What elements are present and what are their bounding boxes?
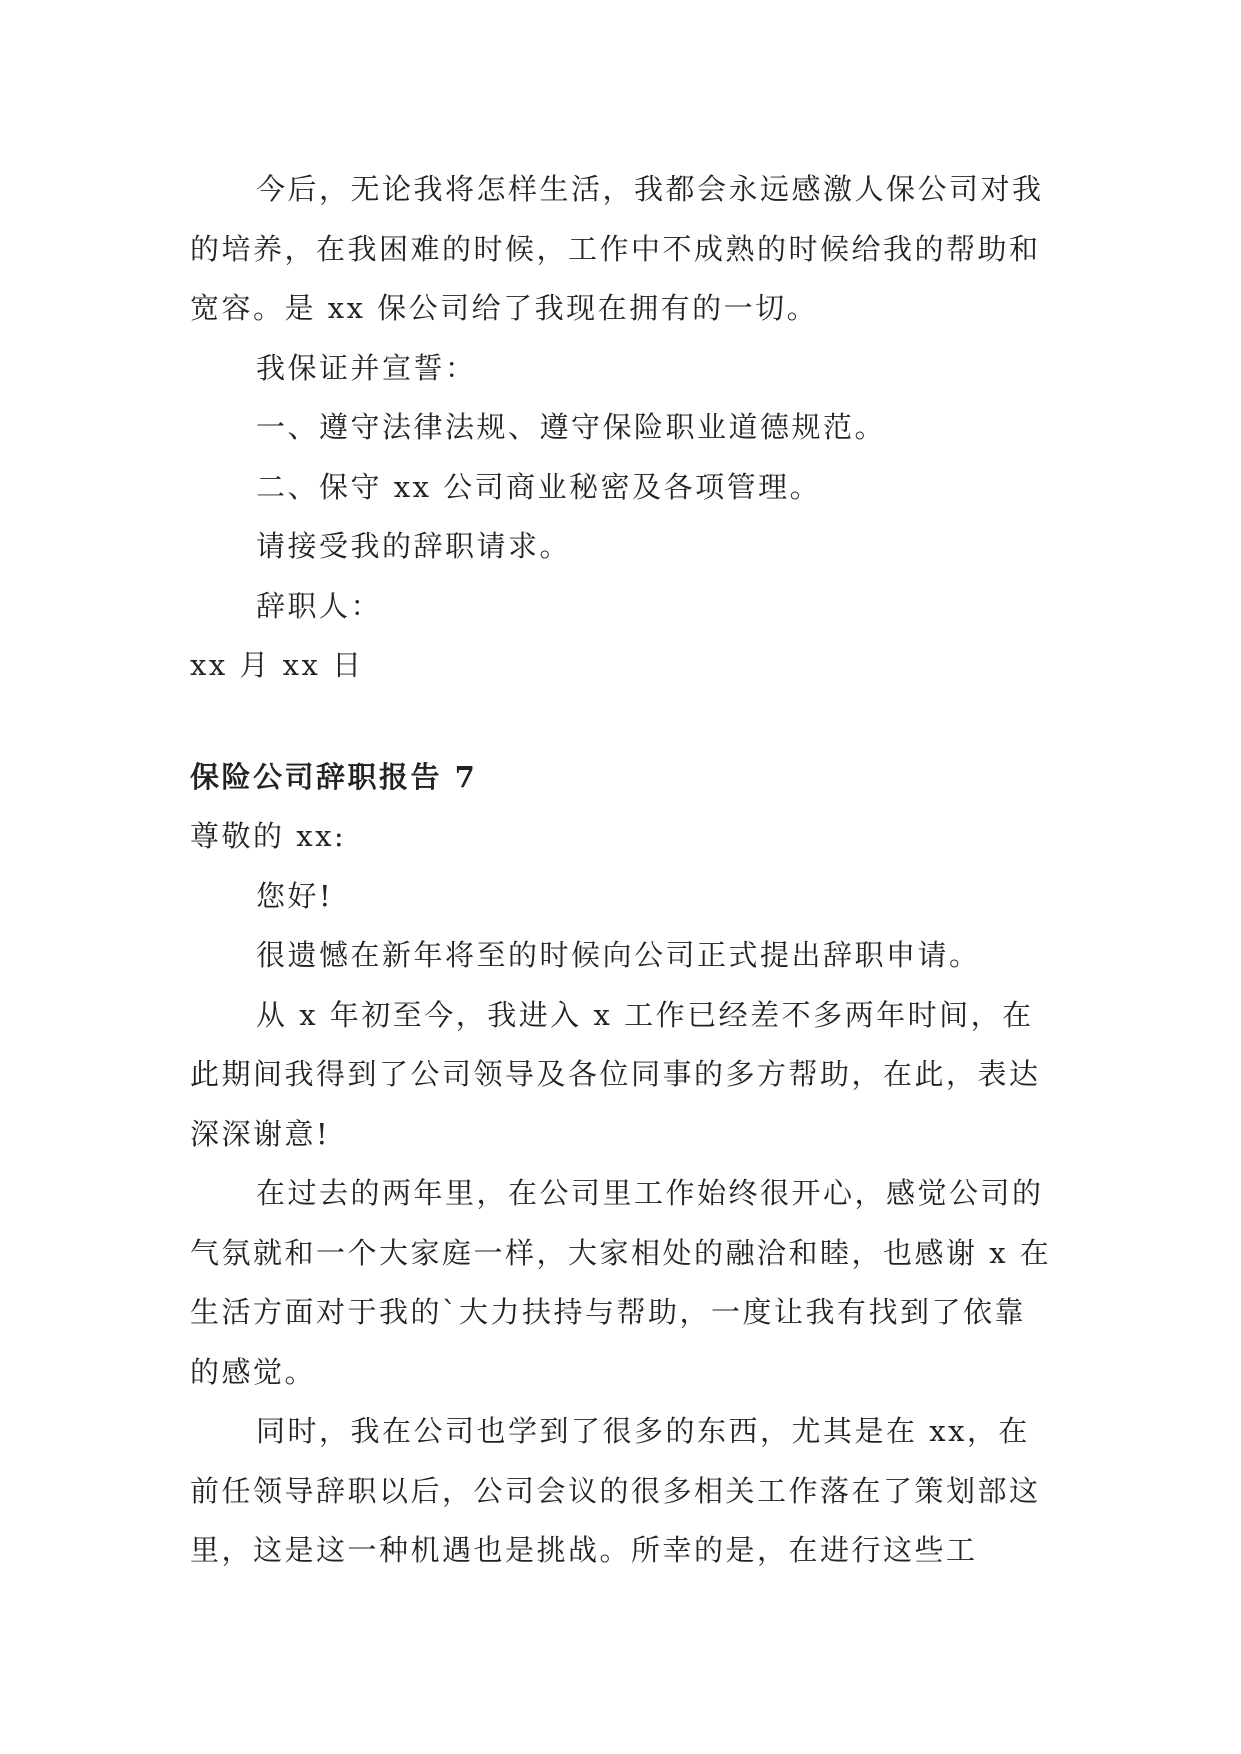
paragraph-pledge-intro: 我保证并宣誓：	[256, 350, 477, 385]
document-body	[190, 160, 1056, 1581]
paragraph-learning: 同时，我在公司也学到了很多的东西，尤其是在 xx，在前任领导辞职以后，公司会议的很多相关工作落在了策划部这里，这是这一种机遇也是挑战。所幸的是，在进行这些工	[190, 1414, 1041, 1567]
paragraph-pledge-1: 一、遵守法律法规、遵守保险职业道德规范。	[256, 410, 887, 444]
section-gap	[190, 696, 1056, 748]
paragraph-past-two-years: 在过去的两年里，在公司里工作始终很开心，感觉公司的气氛就和一个大家庭一样，大家相处的融洽和睦，也感谢 x 在生活方面对于我的`大力扶持与帮助，一度让我有找到了依靠的感觉。	[190, 1176, 1052, 1389]
paragraph-pledge-2: 二、保守 xx 公司商业秘密及各项管理。	[256, 469, 822, 504]
salutation: 尊敬的 xx:	[190, 819, 347, 853]
paragraph-date: xx 月 xx 日	[190, 648, 364, 682]
paragraph-greeting: 您好!	[256, 878, 334, 913]
paragraph-gratitude: 今后，无论我将怎样生活，我都会永远感激人保公司对我的培养，在我困难的时候，工作中不成熟的时候给我的帮助和宽容。是 xx 保公司给了我现在拥有的一切。	[190, 172, 1044, 325]
paragraph-request: 请接受我的辞职请求。	[256, 529, 572, 563]
section-title: 保险公司辞职报告 7	[190, 759, 478, 794]
paragraph-thanks: 从 x 年初至今，我进入 x 工作已经差不多两年时间，在此期间我得到了公司领导及各位同事的多方帮助，在此，表达深深谢意!	[190, 997, 1041, 1151]
paragraph-resignation-notice: 很遗憾在新年将至的时候向公司正式提出辞职申请。	[256, 938, 981, 972]
paragraph-signature: 辞职人：	[256, 588, 383, 623]
